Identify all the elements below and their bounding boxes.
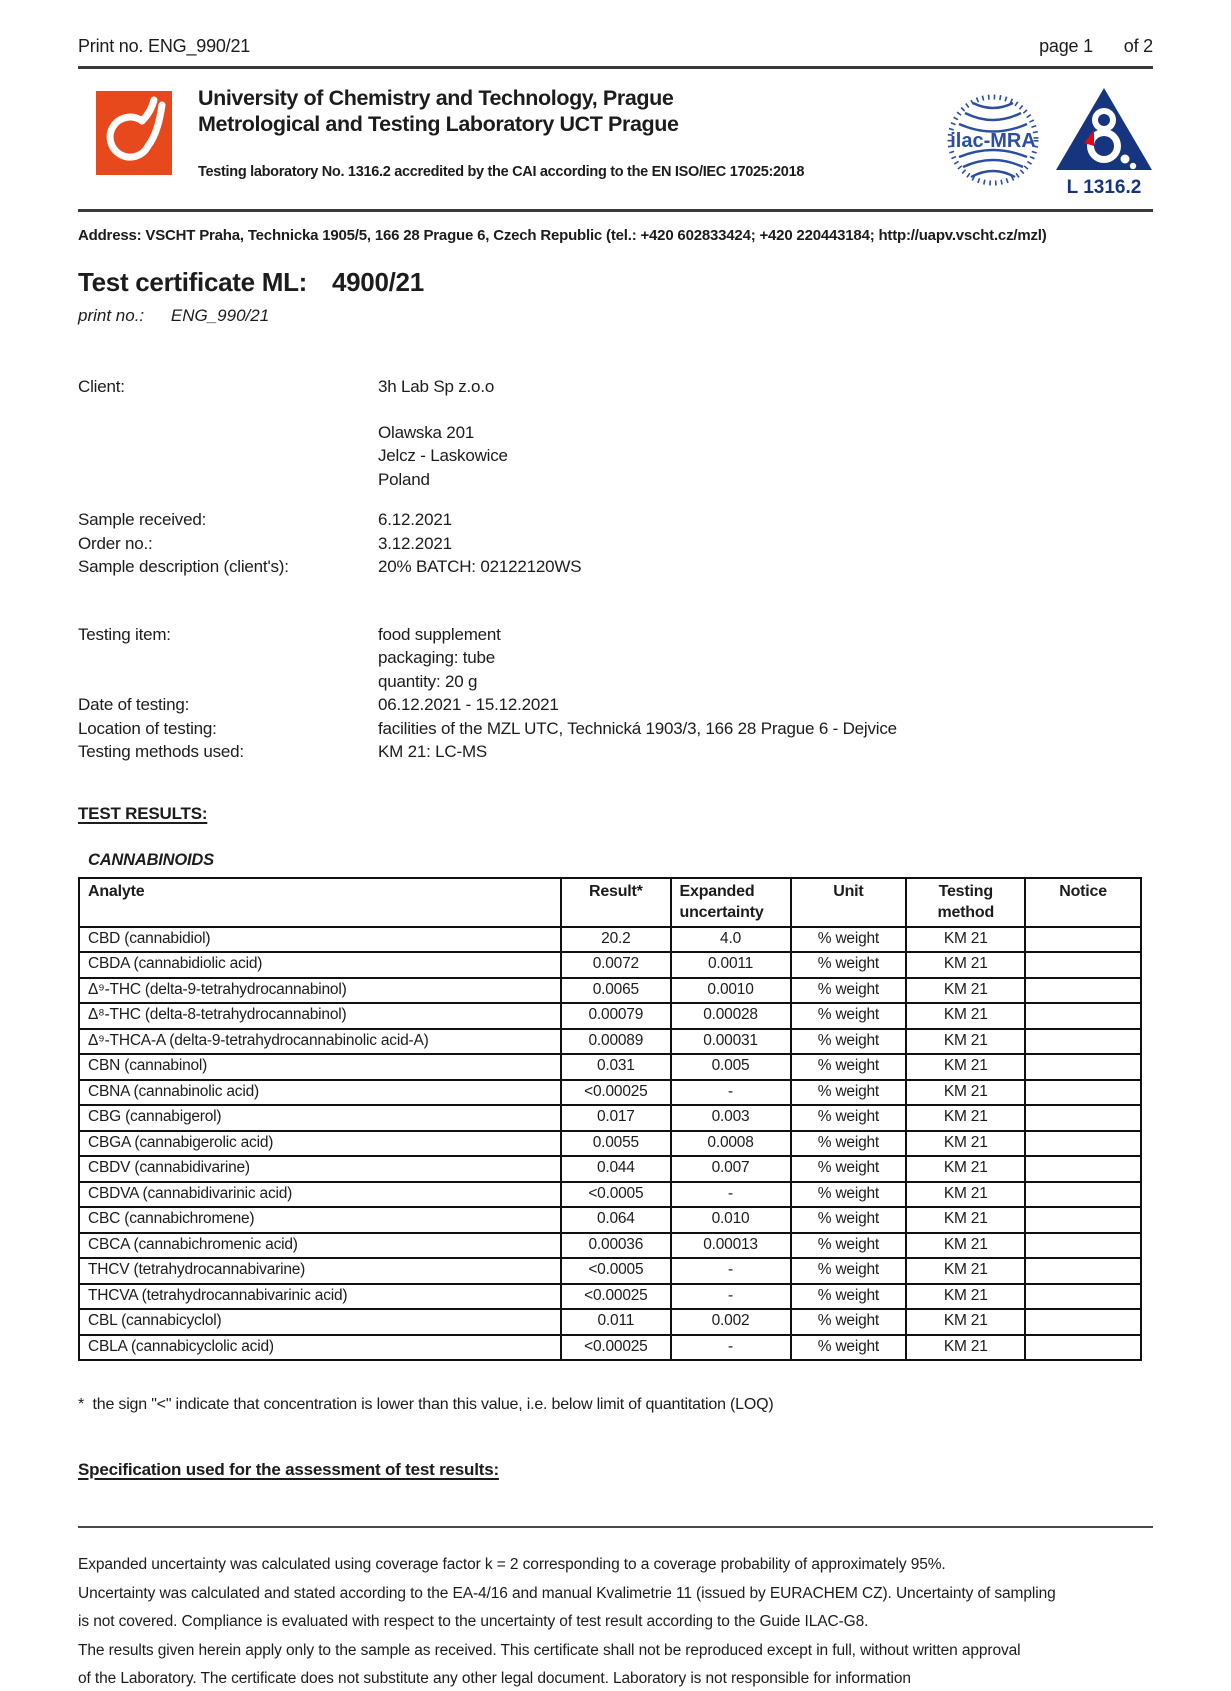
info-row xyxy=(78,468,1153,492)
table-row xyxy=(79,952,1141,978)
field-label xyxy=(78,670,378,694)
info-row xyxy=(78,532,1153,556)
value-cell: - xyxy=(671,1182,791,1208)
value-cell xyxy=(1025,927,1141,953)
divider-specification xyxy=(78,1526,1153,1528)
value-cell: 20.2 xyxy=(561,927,670,953)
page-number: page 1 xyxy=(1039,36,1093,56)
laboratory-titles xyxy=(198,85,947,180)
value-cell: % weight xyxy=(791,1233,907,1259)
disclaimer-line: Expanded uncertainty was calculated using coverage factor k = 2 corresponding to a coverage probability of approximately 95%. xyxy=(78,1556,946,1573)
value-cell: % weight xyxy=(791,1003,907,1029)
info-row xyxy=(78,444,1153,468)
column-header: Notice xyxy=(1025,878,1141,927)
value-cell: % weight xyxy=(791,1207,907,1233)
value-cell: 0.0072 xyxy=(561,952,670,978)
value-cell: KM 21 xyxy=(906,1080,1025,1106)
certificate-title xyxy=(78,267,1153,298)
value-cell: 0.064 xyxy=(561,1207,670,1233)
cannabinoids-heading: CANNABINOIDS xyxy=(88,850,214,869)
header-row xyxy=(79,878,1141,927)
value-cell: 0.017 xyxy=(561,1105,670,1131)
column-header: Analyte xyxy=(79,878,561,927)
column-header: Expanded uncertainty xyxy=(671,878,791,927)
info-row xyxy=(78,670,1153,694)
value-cell xyxy=(1025,1284,1141,1310)
ilac-mra-logo-icon xyxy=(947,87,1039,198)
value-cell: 0.044 xyxy=(561,1156,670,1182)
value-cell: 0.0065 xyxy=(561,978,670,1004)
value-cell: % weight xyxy=(791,1182,907,1208)
analyte-cell: CBL (cannabicyclol) xyxy=(79,1309,561,1335)
footnote: * the sign "<" indicate that concentration is lower than this value, i.e. below limit of quantitation (LOQ) xyxy=(78,1396,774,1413)
print-no-label: print no.: xyxy=(78,306,145,325)
results-table-body xyxy=(79,927,1141,1361)
field-label xyxy=(78,646,378,670)
laboratory-header xyxy=(78,69,1153,209)
table-row xyxy=(79,1182,1141,1208)
analyte-cell: THCVA (tetrahydrocannabivarinic acid) xyxy=(79,1284,561,1310)
analyte-cell: Δ⁸-THC (delta-8-tetrahydrocannabinol) xyxy=(79,1003,561,1029)
value-cell: <0.0005 xyxy=(561,1182,670,1208)
value-cell xyxy=(1025,1258,1141,1284)
field-label: Sample description (client's): xyxy=(78,557,289,576)
info-section xyxy=(78,375,1153,764)
value-cell: 0.0010 xyxy=(671,978,791,1004)
analyte-cell: CBDVA (cannabidivarinic acid) xyxy=(79,1182,561,1208)
value-cell: KM 21 xyxy=(906,1105,1025,1131)
table-row xyxy=(79,978,1141,1004)
table-row xyxy=(79,1335,1141,1361)
value-cell xyxy=(1025,1054,1141,1080)
info-group xyxy=(78,421,1153,492)
analyte-cell: Δ⁹-THC (delta-9-tetrahydrocannabinol) xyxy=(79,978,561,1004)
value-cell: % weight xyxy=(791,978,907,1004)
table-row xyxy=(79,1029,1141,1055)
value-cell: 0.031 xyxy=(561,1054,670,1080)
field-label xyxy=(78,444,378,468)
value-cell: 0.00036 xyxy=(561,1233,670,1259)
value-cell: % weight xyxy=(791,1284,907,1310)
analyte-cell: CBC (cannabichromene) xyxy=(79,1207,561,1233)
field-label: Client: xyxy=(78,377,125,396)
column-header: Testing method xyxy=(906,878,1025,927)
org-name-line2: Metrological and Testing Laboratory UCT Prague xyxy=(198,112,679,136)
value-cell xyxy=(1025,978,1141,1004)
value-cell: - xyxy=(671,1258,791,1284)
table-row xyxy=(79,1233,1141,1259)
analyte-cell: CBN (cannabinol) xyxy=(79,1054,561,1080)
disclaimer xyxy=(78,1553,1153,1691)
analyte-cell: CBCA (cannabichromenic acid) xyxy=(79,1233,561,1259)
field-value: packaging: tube xyxy=(378,648,496,667)
test-results-heading: TEST RESULTS: xyxy=(78,803,208,823)
svg-text:ilac-MRA: ilac-MRA xyxy=(950,130,1036,152)
analyte-cell: CBNA (cannabinolic acid) xyxy=(79,1080,561,1106)
field-value: Olawska 201 xyxy=(378,422,475,442)
analyte-cell: CBDA (cannabidiolic acid) xyxy=(79,952,561,978)
value-cell: 0.00031 xyxy=(671,1029,791,1055)
field-label xyxy=(78,468,378,492)
field-value: 3.12.2021 xyxy=(378,533,452,553)
value-cell: % weight xyxy=(791,927,907,953)
field-label: Testing item: xyxy=(78,624,171,644)
value-cell: KM 21 xyxy=(906,927,1025,953)
table-row xyxy=(79,1003,1141,1029)
value-cell: % weight xyxy=(791,1029,907,1055)
value-cell: KM 21 xyxy=(906,1207,1025,1233)
table-row xyxy=(79,1258,1141,1284)
value-cell: KM 21 xyxy=(906,1182,1025,1208)
divider-header xyxy=(78,209,1153,212)
value-cell: 0.005 xyxy=(671,1054,791,1080)
value-cell: - xyxy=(671,1080,791,1106)
uct-logo-icon xyxy=(96,91,172,180)
value-cell: 0.00089 xyxy=(561,1029,670,1055)
field-value: 3h Lab Sp z.o.o xyxy=(378,377,495,396)
value-cell: 0.007 xyxy=(671,1156,791,1182)
info-group xyxy=(78,623,1153,764)
disclaimer-line: Uncertainty was calculated and stated according to the EA-4/16 and manual Kvalimetrie 11 (issued by EURACHEM CZ). Uncertainty of sampling xyxy=(78,1584,1056,1602)
value-cell xyxy=(1025,1207,1141,1233)
value-cell: 0.011 xyxy=(561,1309,670,1335)
value-cell: KM 21 xyxy=(906,1054,1025,1080)
value-cell: KM 21 xyxy=(906,1284,1025,1310)
value-cell: <0.0005 xyxy=(561,1258,670,1284)
disclaimer-line: The results given herein apply only to the sample as received. This certificate shall not be reproduced except in full, without written approval xyxy=(78,1641,1021,1659)
accreditation-line: Testing laboratory No. 1316.2 accredited by the CAI according to the EN ISO/IEC 17025:2018 xyxy=(198,164,805,180)
field-label: Testing methods used: xyxy=(78,742,244,761)
value-cell: 0.00013 xyxy=(671,1233,791,1259)
value-cell xyxy=(1025,1131,1141,1157)
value-cell: 0.010 xyxy=(671,1207,791,1233)
analyte-cell: CBLA (cannabicyclolic acid) xyxy=(79,1335,561,1361)
value-cell: % weight xyxy=(791,1156,907,1182)
value-cell xyxy=(1025,1105,1141,1131)
value-cell: 0.0008 xyxy=(671,1131,791,1157)
address-line: Address: VSCHT Praha, Technicka 1905/5, 166 28 Prague 6, Czech Republic (tel.: +420 602833424; +420 220443184; http://uapv.vscht.cz/mzl) xyxy=(78,227,1047,244)
value-cell: 4.0 xyxy=(671,927,791,953)
field-value: 20% BATCH: 02122120WS xyxy=(378,557,582,576)
value-cell: KM 21 xyxy=(906,1335,1025,1361)
analyte-cell: CBD (cannabidiol) xyxy=(79,927,561,953)
field-label: Sample received: xyxy=(78,510,207,529)
value-cell xyxy=(1025,1156,1141,1182)
field-value: 06.12.2021 - 15.12.2021 xyxy=(378,695,559,714)
value-cell: <0.00025 xyxy=(561,1080,670,1106)
field-value: food supplement xyxy=(378,624,501,644)
table-row xyxy=(79,1105,1141,1131)
info-row xyxy=(78,646,1153,670)
value-cell: KM 21 xyxy=(906,1003,1025,1029)
value-cell: % weight xyxy=(791,1258,907,1284)
field-value: Poland xyxy=(378,469,430,489)
results-table-head xyxy=(79,878,1141,927)
certificate-title-label: Test certificate ML: xyxy=(78,267,308,297)
field-value: 6.12.2021 xyxy=(378,510,452,529)
print-no-value: ENG_990/21 xyxy=(170,306,270,325)
field-value: Jelcz - Laskowice xyxy=(378,446,508,465)
analyte-cell: CBDV (cannabidivarine) xyxy=(79,1156,561,1182)
value-cell: % weight xyxy=(791,1105,907,1131)
value-cell: KM 21 xyxy=(906,952,1025,978)
table-row xyxy=(79,1054,1141,1080)
value-cell: - xyxy=(671,1284,791,1310)
field-value: quantity: 20 g xyxy=(378,671,478,691)
table-row xyxy=(79,1156,1141,1182)
value-cell: KM 21 xyxy=(906,1131,1025,1157)
column-header: Result* xyxy=(561,878,670,927)
value-cell: KM 21 xyxy=(906,1233,1025,1259)
info-row xyxy=(78,623,1153,647)
value-cell: KM 21 xyxy=(906,1258,1025,1284)
cai-accreditation-block xyxy=(1055,87,1153,199)
value-cell xyxy=(1025,952,1141,978)
value-cell: 0.002 xyxy=(671,1309,791,1335)
cai-logo-icon xyxy=(1055,87,1153,176)
disclaimer-line: of the Laboratory. The certificate does not substitute any other legal document. Laboratory is not responsible for information xyxy=(78,1670,911,1687)
value-cell: % weight xyxy=(791,952,907,978)
page-header-row xyxy=(78,36,1153,57)
certificate-print-no xyxy=(78,306,1153,326)
table-row xyxy=(79,927,1141,953)
field-label xyxy=(78,421,378,445)
specification-heading: Specification used for the assessment of test results: xyxy=(78,1460,499,1479)
value-cell: % weight xyxy=(791,1080,907,1106)
print-no: Print no. ENG_990/21 xyxy=(78,36,251,56)
info-row xyxy=(78,421,1153,445)
value-cell xyxy=(1025,1080,1141,1106)
results-table xyxy=(78,877,1142,1362)
value-cell: KM 21 xyxy=(906,1309,1025,1335)
value-cell: 0.0055 xyxy=(561,1131,670,1157)
info-row xyxy=(78,555,1153,579)
value-cell: KM 21 xyxy=(906,1029,1025,1055)
value-cell: KM 21 xyxy=(906,1156,1025,1182)
value-cell xyxy=(1025,1029,1141,1055)
table-row xyxy=(79,1080,1141,1106)
table-row xyxy=(79,1131,1141,1157)
info-group xyxy=(78,508,1153,579)
value-cell xyxy=(1025,1309,1141,1335)
table-row xyxy=(79,1309,1141,1335)
column-header: Unit xyxy=(791,878,907,927)
value-cell: KM 21 xyxy=(906,978,1025,1004)
value-cell: % weight xyxy=(791,1054,907,1080)
info-group xyxy=(78,375,1153,399)
analyte-cell: Δ⁹-THCA-A (delta-9-tetrahydrocannabinolic acid-A) xyxy=(79,1029,561,1055)
page-count: of 2 xyxy=(1123,36,1153,56)
field-label: Location of testing: xyxy=(78,718,217,738)
value-cell xyxy=(1025,1233,1141,1259)
value-cell: - xyxy=(671,1335,791,1361)
info-row xyxy=(78,508,1153,532)
info-row xyxy=(78,375,1153,399)
field-label: Order no.: xyxy=(78,533,153,553)
certificate-number: 4900/21 xyxy=(331,267,424,297)
table-row xyxy=(79,1207,1141,1233)
value-cell xyxy=(1025,1182,1141,1208)
field-value: KM 21: LC-MS xyxy=(378,742,488,761)
disclaimer-line: is not covered. Compliance is evaluated with respect to the uncertainty of test result according to the Guide ILAC-G8. xyxy=(78,1613,869,1630)
page-indicator xyxy=(1039,36,1153,57)
value-cell: % weight xyxy=(791,1309,907,1335)
analyte-cell: CBGA (cannabigerolic acid) xyxy=(79,1131,561,1157)
field-label: Date of testing: xyxy=(78,695,190,714)
value-cell: 0.0011 xyxy=(671,952,791,978)
field-value: facilities of the MZL UTC, Technická 1903/3, 166 28 Prague 6 - Dejvice xyxy=(378,718,897,738)
value-cell: % weight xyxy=(791,1335,907,1361)
table-row xyxy=(79,1284,1141,1310)
org-name-line1: University of Chemistry and Technology, Prague xyxy=(198,86,674,110)
accreditation-logos xyxy=(947,87,1153,199)
value-cell xyxy=(1025,1003,1141,1029)
value-cell xyxy=(1025,1335,1141,1361)
info-row xyxy=(78,740,1153,764)
value-cell: 0.00028 xyxy=(671,1003,791,1029)
value-cell: 0.00079 xyxy=(561,1003,670,1029)
info-row xyxy=(78,717,1153,741)
value-cell: % weight xyxy=(791,1131,907,1157)
value-cell: <0.00025 xyxy=(561,1284,670,1310)
analyte-cell: THCV (tetrahydrocannabivarine) xyxy=(79,1258,561,1284)
value-cell: <0.00025 xyxy=(561,1335,670,1361)
value-cell: 0.003 xyxy=(671,1105,791,1131)
accreditation-number: L 1316.2 xyxy=(1066,177,1142,198)
analyte-cell: CBG (cannabigerol) xyxy=(79,1105,561,1131)
info-row xyxy=(78,693,1153,717)
